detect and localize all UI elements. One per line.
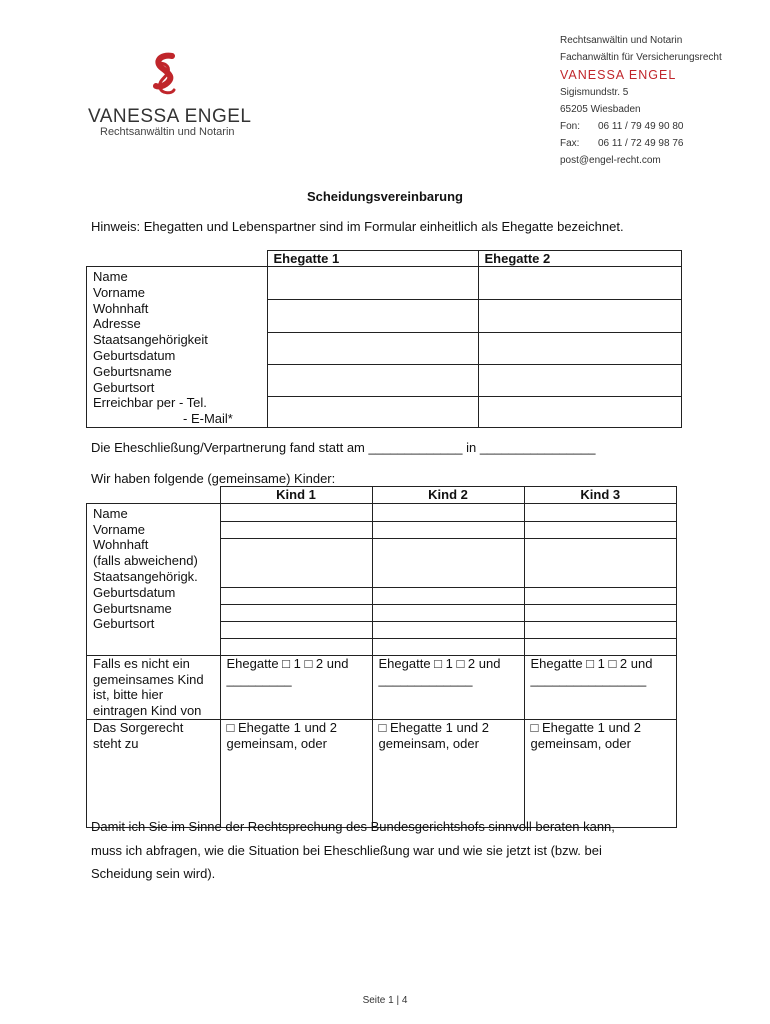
table-header-row bbox=[87, 251, 682, 267]
table-row bbox=[87, 719, 677, 827]
ehegatte-1-column[interactable] bbox=[267, 267, 478, 428]
label-falls-abweichend: (falls abweichend) bbox=[93, 553, 198, 569]
header-ehegatte-1: Ehegatte 1 bbox=[267, 251, 478, 267]
label-tel: Erreichbar per - Tel. bbox=[93, 395, 207, 411]
contact-line2: Fachanwältin für Versicherungsrecht bbox=[560, 52, 722, 63]
contact-fax bbox=[560, 135, 760, 152]
label-geburtsdatum: Geburtsdatum bbox=[93, 584, 176, 600]
table-row bbox=[87, 267, 682, 428]
label-geburtsname: Geburtsname bbox=[93, 363, 172, 379]
contact-street: Sigismundstr. 5 bbox=[560, 87, 629, 98]
label-geburtsdatum: Geburtsdatum bbox=[93, 347, 176, 363]
contact-block bbox=[560, 32, 760, 169]
kind-1-column[interactable] bbox=[220, 503, 372, 655]
page-title: Scheidungsvereinbarung bbox=[306, 189, 464, 204]
label-adresse: Adresse bbox=[93, 316, 141, 332]
spouse-field-labels bbox=[87, 267, 268, 428]
contact-brand: VANESSA ENGEL bbox=[560, 68, 677, 82]
label-name: Name bbox=[93, 269, 128, 284]
paragraph-line-3: Scheidung sein wird). bbox=[91, 866, 216, 881]
contact-fon bbox=[560, 118, 760, 135]
not-common-kind-3[interactable]: Ehegatte □ 1 □ 2 und ________________ bbox=[524, 655, 677, 719]
table-row bbox=[87, 503, 677, 655]
label-wohnhaft: Wohnhaft bbox=[93, 537, 149, 553]
table-row bbox=[87, 655, 677, 719]
fax-value: 06 11 / 72 49 98 76 bbox=[598, 138, 684, 149]
not-common-kind-1[interactable]: Ehegatte □ 1 □ 2 und _________ bbox=[220, 655, 372, 719]
label-email: - E-Mail* bbox=[183, 411, 233, 427]
kind-2-column[interactable] bbox=[372, 503, 524, 655]
paragraph-line-2: muss ich abfragen, wie die Situation bei Eheschließung war und wie sie jetzt ist (bzw. bei bbox=[91, 843, 602, 858]
page-number: Seite 1 | 4 bbox=[362, 995, 408, 1006]
children-table bbox=[86, 486, 677, 828]
custody-kind-1[interactable]: □ Ehegatte 1 und 2 gemeinsam, oder bbox=[220, 719, 372, 827]
marriage-line: Die Eheschließung/Verpartnerung fand statt am _____________ in ________________ bbox=[91, 440, 596, 455]
not-common-kind-2[interactable]: Ehegatte □ 1 □ 2 und _____________ bbox=[372, 655, 524, 719]
label-name: Name bbox=[93, 505, 128, 521]
fon-value: 06 11 / 79 49 90 80 bbox=[598, 121, 684, 132]
kind-3-column[interactable] bbox=[524, 503, 677, 655]
children-intro: Wir haben folgende (gemeinsame) Kinder: bbox=[91, 471, 336, 486]
fon-label: Fon: bbox=[560, 121, 581, 132]
custody-kind-2[interactable]: □ Ehegatte 1 und 2 gemeinsam, oder bbox=[372, 719, 524, 827]
paragraph-line-1: Damit ich Sie im Sinne der Rechtsprechung des Bundesgerichtshofs sinnvoll beraten kann, bbox=[91, 819, 615, 834]
label-staatsangehoerigk: Staatsangehörigk. bbox=[93, 568, 198, 584]
table-header-row bbox=[87, 487, 677, 504]
child-field-labels bbox=[87, 503, 221, 655]
logo-name: VANESSA ENGEL bbox=[88, 106, 252, 127]
empty-header-cell bbox=[87, 487, 221, 504]
ehegatte-2-column[interactable] bbox=[478, 267, 682, 428]
label-wohnhaft: Wohnhaft bbox=[93, 300, 149, 316]
not-common-label: Falls es nicht ein gemeinsames Kind ist, bitte hier eintragen Kind von bbox=[87, 655, 221, 719]
header-kind-2: Kind 2 bbox=[372, 487, 524, 504]
label-staatsangehoerigkeit: Staatsangehörigkeit bbox=[93, 332, 208, 348]
label-geburtsort: Geburtsort bbox=[93, 616, 155, 632]
header-kind-1: Kind 1 bbox=[220, 487, 372, 504]
empty-header-cell bbox=[87, 251, 268, 267]
label-vorname: Vorname bbox=[93, 284, 146, 300]
contact-email: post@engel-recht.com bbox=[560, 155, 661, 166]
spouses-table bbox=[86, 250, 682, 428]
custody-kind-3[interactable]: □ Ehegatte 1 und 2 gemeinsam, oder bbox=[524, 719, 677, 827]
fax-label: Fax: bbox=[560, 138, 580, 149]
label-vorname: Vorname bbox=[93, 521, 146, 537]
label-geburtsort: Geburtsort bbox=[93, 379, 155, 395]
hint-note: Hinweis: Ehegatten und Lebenspartner sind im Formular einheitlich als Ehegatte bezeichnet. bbox=[91, 219, 624, 234]
label-geburtsname: Geburtsname bbox=[93, 600, 172, 616]
custody-label: Das Sorgerecht steht zu bbox=[87, 719, 221, 827]
header-ehegatte-2: Ehegatte 2 bbox=[478, 251, 682, 267]
contact-city: 65205 Wiesbaden bbox=[560, 104, 641, 115]
logo-subtitle: Rechtsanwältin und Notarin bbox=[100, 126, 235, 138]
contact-line1: Rechtsanwältin und Notarin bbox=[560, 35, 683, 46]
logo-emblem-icon bbox=[150, 52, 180, 96]
header-kind-3: Kind 3 bbox=[524, 487, 677, 504]
logo bbox=[88, 52, 252, 142]
